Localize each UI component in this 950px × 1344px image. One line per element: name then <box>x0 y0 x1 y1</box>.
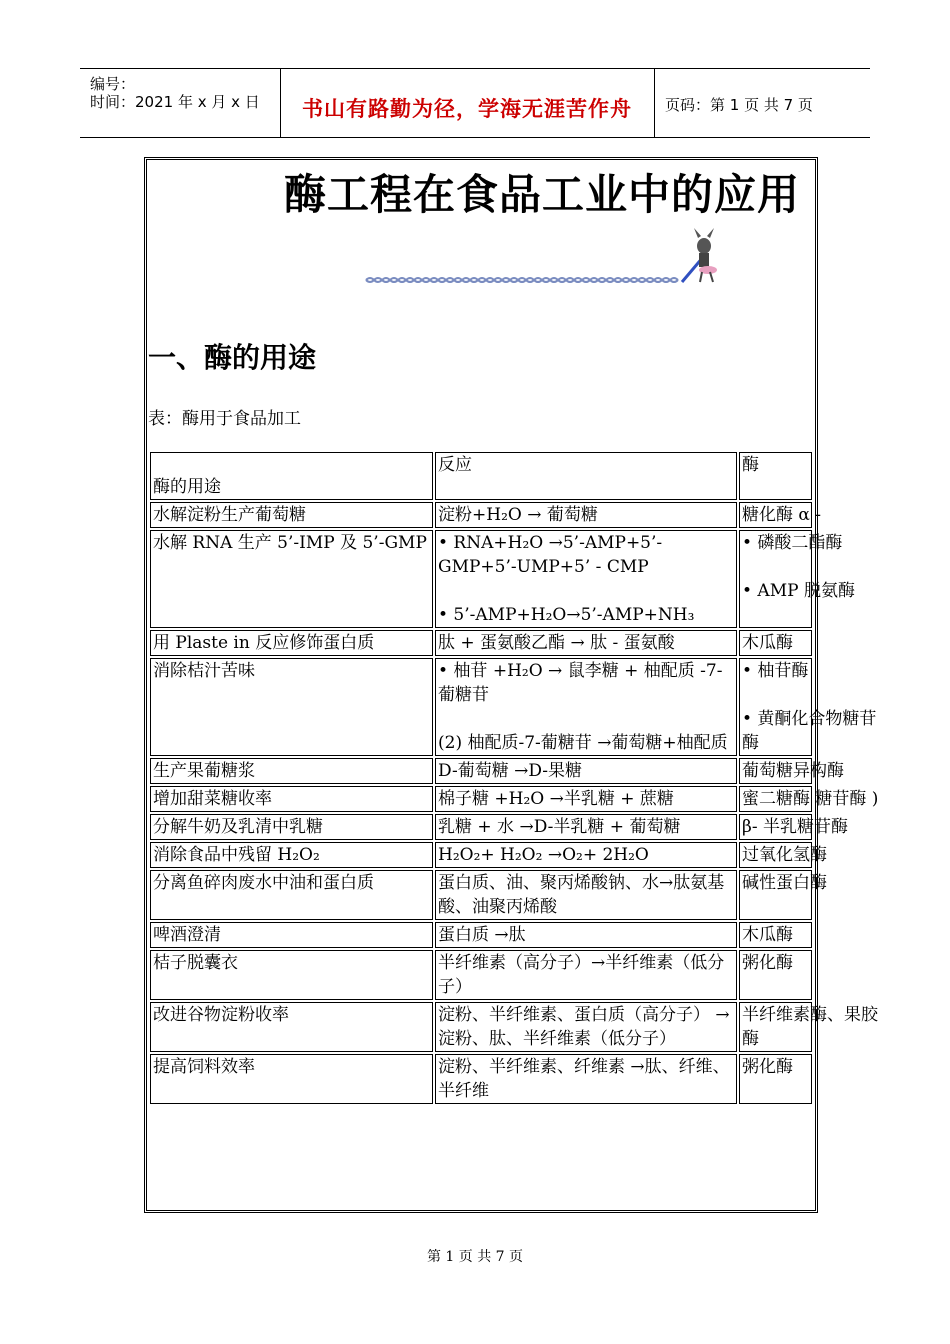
enzyme-text <box>742 871 892 895</box>
cell-enzyme <box>739 1002 878 1052</box>
enzyme-text <box>742 631 892 655</box>
cell-reaction <box>435 786 737 812</box>
table-row <box>150 786 812 812</box>
cell-reaction <box>435 842 737 868</box>
cell-reaction <box>435 950 737 1000</box>
enzyme-line: 粥化酶 <box>742 953 793 973</box>
enzyme-line: • 柚苷酶 <box>742 661 809 681</box>
table-row <box>150 502 812 528</box>
table-row <box>150 870 812 920</box>
cell-enzyme <box>739 842 827 868</box>
cell-enzyme <box>739 870 827 920</box>
cell-use: 提高饲料效率 <box>150 1054 433 1104</box>
enzyme-line: 葡萄糖异构酶 <box>742 761 844 781</box>
reaction-line: H₂O₂+ H₂O₂ →O₂+ 2H₂O <box>438 845 649 865</box>
cell-reaction <box>435 1054 737 1104</box>
cell-use: 分离鱼碎肉废水中油和蛋白质 <box>150 870 433 920</box>
header-motto: 书山有路勤为径，学海无涯苦作舟 <box>302 96 632 121</box>
cell-use: 水解 RNA 生产 5’-IMP 及 5’-GMP <box>150 530 433 628</box>
cell-reaction <box>435 922 737 948</box>
cell-use: 用 Plaste in 反应修饰蛋白质 <box>150 630 433 656</box>
reaction-line: D-葡萄糖 →D-果糖 <box>438 761 583 781</box>
cell-reaction <box>435 814 737 840</box>
enzyme-table <box>148 450 879 1106</box>
cell-enzyme <box>739 502 822 528</box>
table-row <box>150 1002 812 1052</box>
cell-enzyme <box>739 786 879 812</box>
table-row <box>150 658 812 756</box>
cell-enzyme <box>739 658 877 756</box>
table-row <box>150 842 812 868</box>
enzyme-line: • 磷酸二酯酶 <box>742 533 843 553</box>
enzyme-line: β- 半乳糖苷酶 <box>742 817 848 837</box>
enzyme-line: 木瓜酶 <box>742 633 793 653</box>
section-heading: 一、酶的用途 <box>148 341 317 374</box>
cell-reaction <box>435 658 737 756</box>
doc-time-label: 时间：2021 年 x 月 x 日 <box>90 93 260 111</box>
cell-use: 改进谷物淀粉收率 <box>150 1002 433 1052</box>
cell-reaction <box>435 630 737 656</box>
enzyme-text <box>742 759 892 783</box>
table-row <box>150 530 812 628</box>
enzyme-text <box>742 951 892 975</box>
reaction-line: 蛋白质 →肽 <box>438 925 526 945</box>
reaction-line: 棉子糖 +H₂O →半乳糖 + 蔗糖 <box>438 789 674 809</box>
cell-enzyme <box>739 922 812 948</box>
table-row <box>150 814 812 840</box>
table-row <box>150 950 812 1000</box>
enzyme-line: 糖化酶 α - <box>742 505 822 525</box>
enzyme-text <box>742 843 892 867</box>
header-page-cell <box>655 69 870 137</box>
enzyme-line: • 黄酮化合物糖苷酶 <box>742 709 877 753</box>
reaction-line: 乳糖 + 水 →D-半乳糖 + 葡萄糖 <box>438 817 681 837</box>
reaction-line: 淀粉、半纤维素、蛋白质（高分子） →淀粉、肽、半纤维素（低分子） <box>438 1005 730 1049</box>
cell-reaction <box>435 530 737 628</box>
table-row <box>150 758 812 784</box>
cell-reaction <box>435 758 737 784</box>
cell-enzyme <box>739 630 812 656</box>
cell-enzyme <box>739 814 848 840</box>
table-row <box>150 1054 812 1104</box>
cell-use: 水解淀粉生产葡萄糖 <box>150 502 433 528</box>
cell-enzyme <box>739 530 855 628</box>
enzyme-text <box>742 659 892 755</box>
enzyme-text <box>742 1055 892 1079</box>
table-row <box>150 630 812 656</box>
table-row <box>150 922 812 948</box>
cell-use: 增加甜菜糖收率 <box>150 786 433 812</box>
page-header <box>80 68 870 138</box>
cell-use: 啤酒澄清 <box>150 922 433 948</box>
page-footer: 第 1 页 共 7 页 <box>426 1249 524 1265</box>
reaction-line: 蛋白质、油、聚丙烯酸钠、水→肽氨基酸、油聚丙烯酸 <box>438 873 725 917</box>
enzyme-text <box>742 503 892 527</box>
enzyme-text <box>742 531 892 603</box>
enzyme-text <box>742 815 892 839</box>
reaction-line: • 柚苷 +H₂O → 鼠李糖 + 柚配质 -7- 葡糖苷 <box>438 661 723 705</box>
header-meta-cell <box>80 69 281 137</box>
document-title: 酶工程在食品工业中的应用 <box>284 170 801 219</box>
header-cell-reaction: 反应 <box>435 452 737 500</box>
enzyme-line: 碱性蛋白酶 <box>742 873 827 893</box>
cell-use: 桔子脱囊衣 <box>150 950 433 1000</box>
header-page-info: 页码：第 1 页 共 7 页 <box>665 96 813 114</box>
cell-reaction <box>435 870 737 920</box>
cell-enzyme <box>739 758 844 784</box>
enzyme-line: 半纤维素酶、果胶酶 <box>742 1005 878 1049</box>
header-cell-enzyme: 酶 <box>739 452 812 500</box>
doc-number-label: 编号： <box>90 75 136 93</box>
reaction-line: (2) 柚配质-7-葡糖苷 →葡萄糖+柚配质 <box>438 733 728 753</box>
cell-reaction <box>435 502 737 528</box>
header-cell-use: 酶的用途 <box>150 452 433 500</box>
header-motto-cell <box>280 69 655 137</box>
cell-use: 生产果葡糖浆 <box>150 758 433 784</box>
decorative-figure-line-icon <box>364 228 724 288</box>
enzyme-line: 木瓜酶 <box>742 925 793 945</box>
table-body <box>150 502 879 1104</box>
reaction-line: 淀粉+H₂O → 葡萄糖 <box>438 505 598 525</box>
enzyme-text <box>742 1003 892 1051</box>
enzyme-text <box>742 787 892 811</box>
enzyme-line: 粥化酶 <box>742 1057 793 1077</box>
enzyme-line: 过氧化氢酶 <box>742 845 827 865</box>
cell-enzyme <box>739 950 812 1000</box>
cell-reaction <box>435 1002 737 1052</box>
enzyme-text <box>742 923 892 947</box>
table-caption: 表：酶用于食品加工 <box>148 409 301 429</box>
enzyme-line: • AMP 脱氨酶 <box>742 581 855 601</box>
cell-use: 消除食品中残留 H₂O₂ <box>150 842 433 868</box>
table-header-row <box>150 452 812 500</box>
cell-enzyme <box>739 1054 812 1104</box>
reaction-line: 半纤维素（高分子）→半纤维素（低分子） <box>438 953 725 997</box>
reaction-line: • RNA+H₂O →5’-AMP+5’- GMP+5’-UMP+5’ - CMP <box>438 533 663 577</box>
reaction-line: 肽 + 蛋氨酸乙酯 → 肽 - 蛋氨酸 <box>438 633 675 653</box>
cell-use: 消除桔汁苦味 <box>150 658 433 756</box>
enzyme-line: 蜜二糖酶 糖苷酶 ) <box>742 789 879 809</box>
reaction-line: • 5’-AMP+H₂O→5’-AMP+NH₃ <box>438 605 695 625</box>
reaction-line: 淀粉、半纤维素、纤维素 →肽、纤维、半纤维 <box>438 1057 730 1101</box>
cell-use: 分解牛奶及乳清中乳糖 <box>150 814 433 840</box>
